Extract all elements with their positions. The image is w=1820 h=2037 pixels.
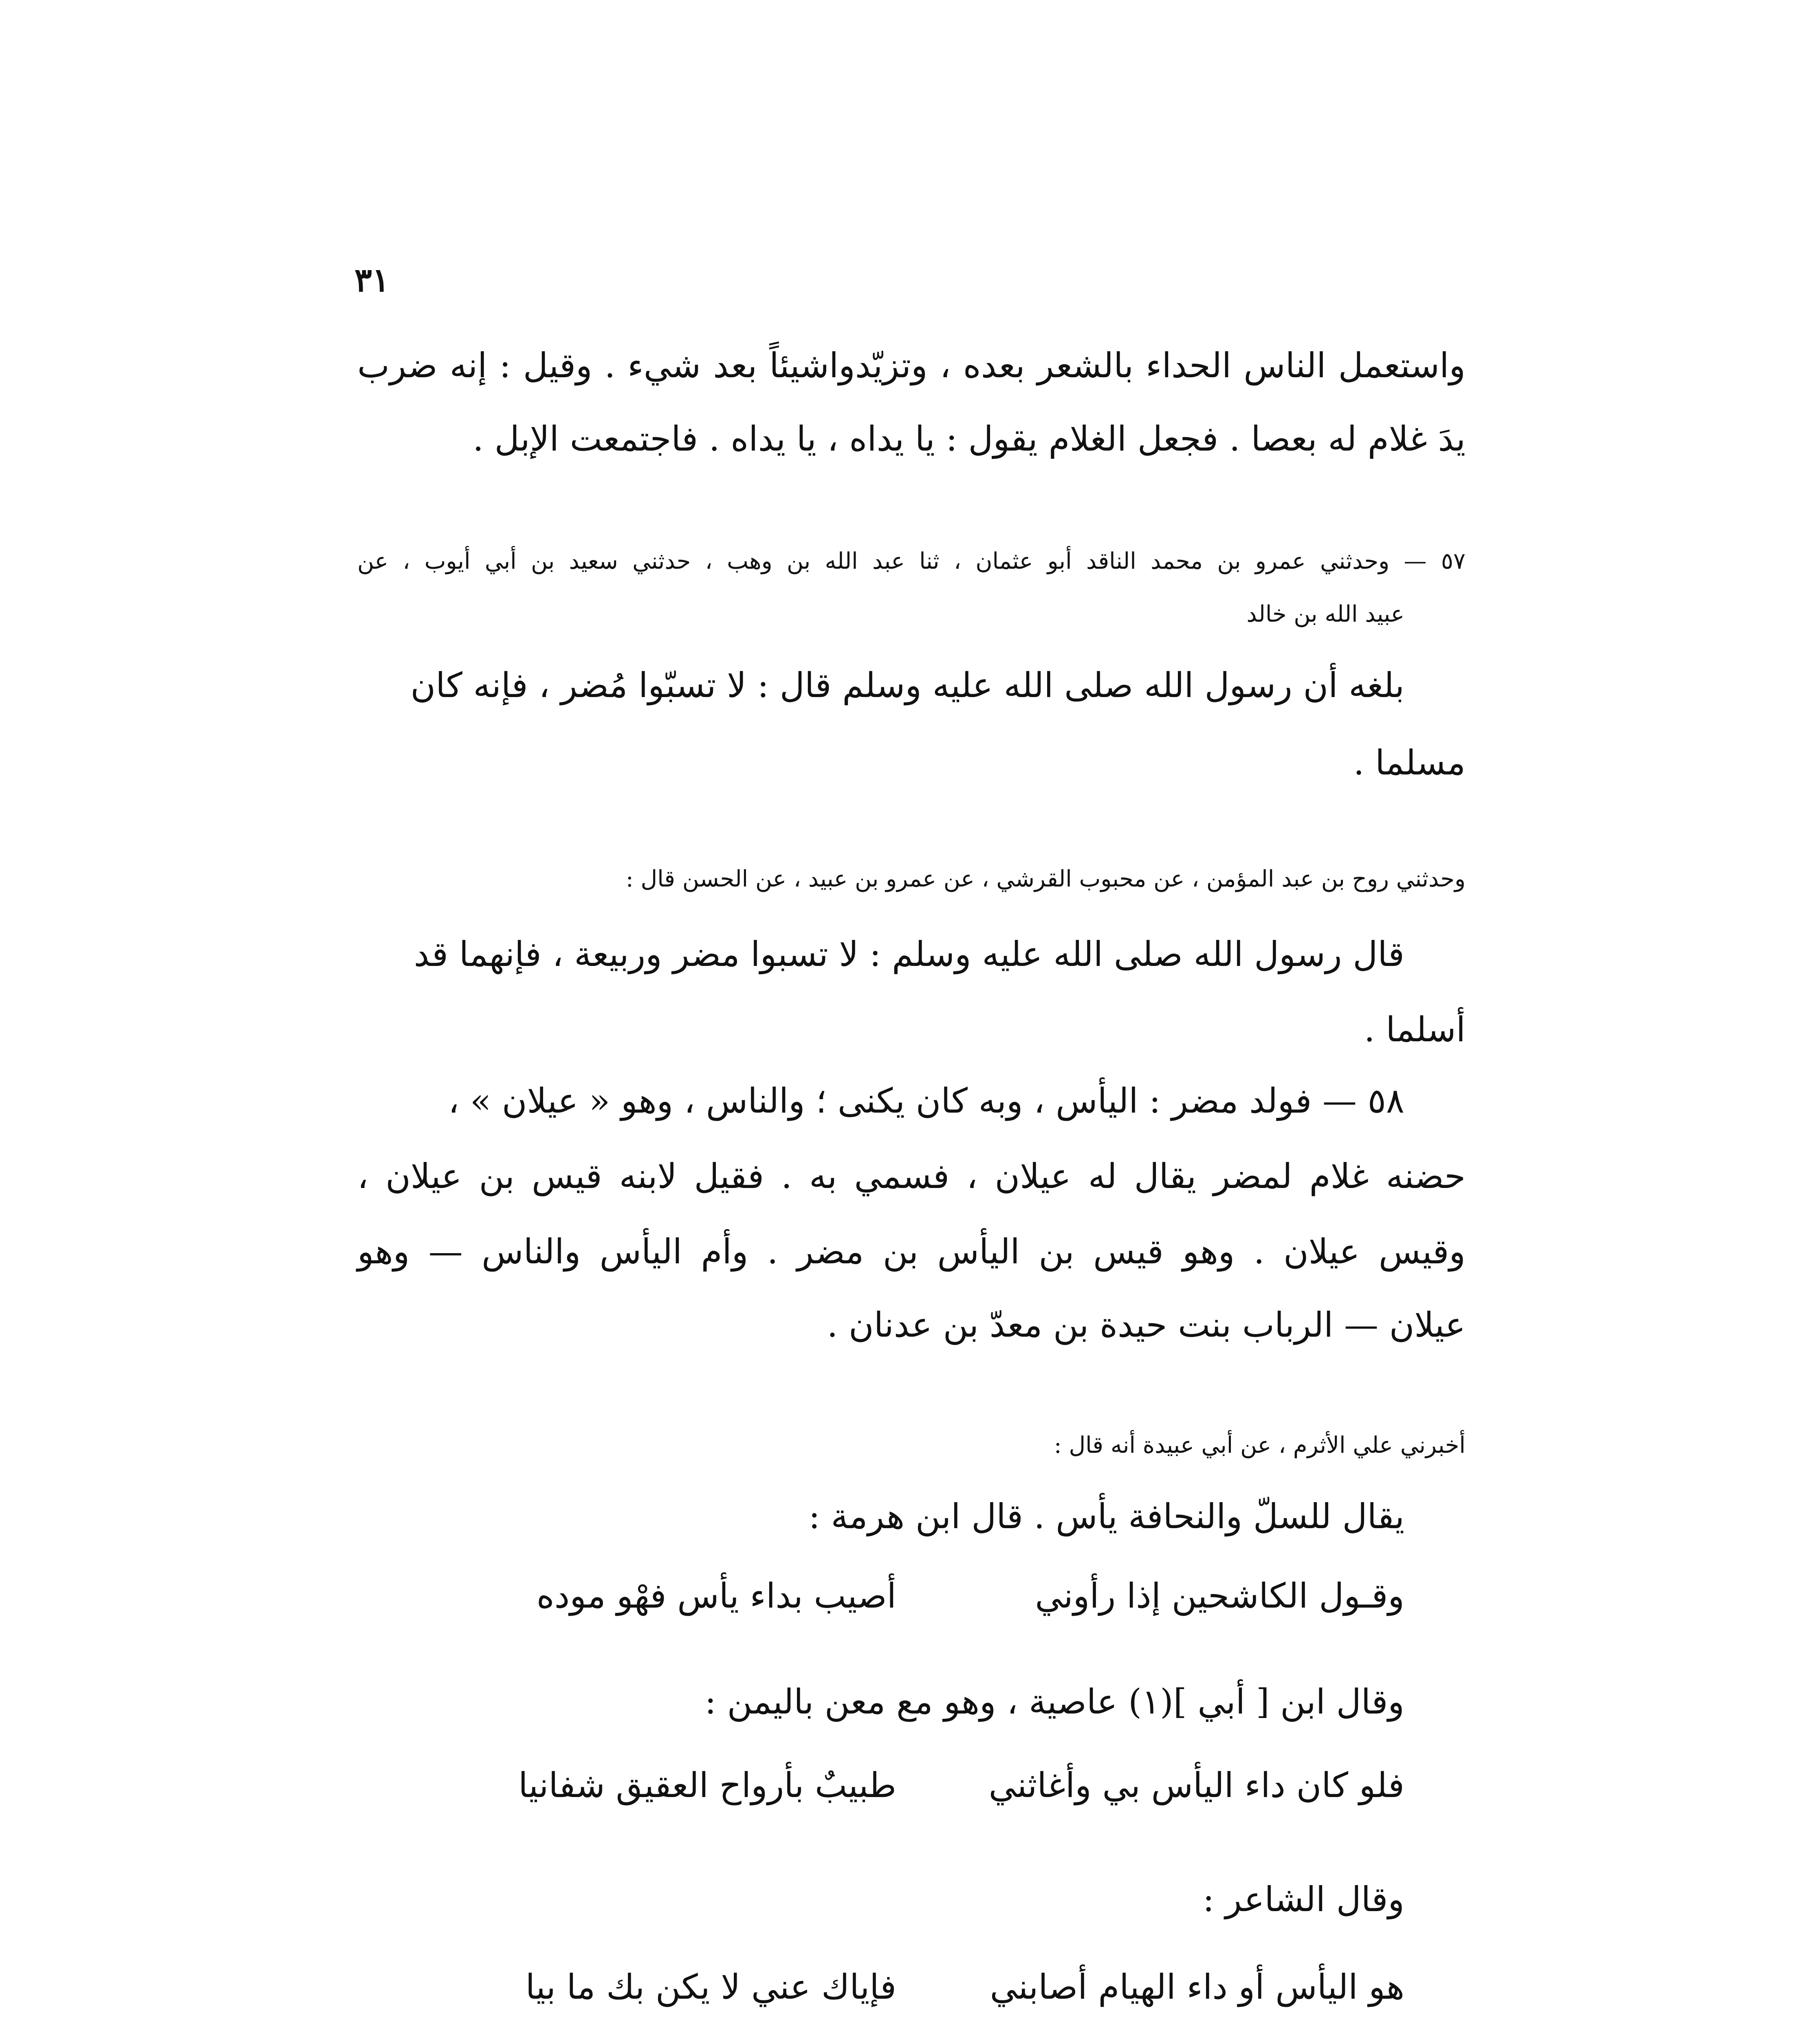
paragraph-line: عيلان — الرباب بنت حيدة بن معدّ بن عدنان . [827,1305,1466,1345]
verse-hemistich: طبيبٌ بأرواح العقيق شفانيا [518,1765,896,1805]
paragraph-line: بلغه أن رسول الله صلى الله عليه وسلم قال : لا تسبّوا مُضر ، فإنه كان [410,665,1404,705]
paragraph-line: أسلما . [1364,1010,1466,1049]
verse-hemistich: وقـول الكاشحين إذا رأوني [1035,1576,1404,1616]
verse-hemistich: هو اليأس أو داء الهيام أصابني [990,1967,1404,2007]
paragraph-line: قال رسول الله صلى الله عليه وسلم : لا تسبوا مضر وربيعة ، فإنهما قد [414,934,1404,974]
paragraph-line: حضنه غلام لمضر يقال له عيلان ، فسمي به . فقيل لابنه قيس بن عيلان ، [357,1156,1466,1196]
verse-hemistich: فإياك عني لا يكن بك ما بيا [525,1967,896,2007]
verse-hemistich: فلو كان داء اليأس بي وأغاثني [988,1765,1404,1805]
isnad-line: وحدثني روح بن عبد المؤمن ، عن محبوب القرشي ، عن عمرو بن عبيد ، عن الحسن قال : [625,866,1466,892]
paragraph-line: واستعمل الناس الحداء بالشعر بعده ، وتزيّدواشيئاً بعد شيء . وقيل : إنه ضرب [357,345,1466,385]
isnad-line: عبيد الله بن خالد [1246,601,1404,627]
paragraph-line: وقال ابن [ أبي ](١) عاصية ، وهو مع معن باليمن : [704,1682,1404,1722]
paragraph-line: وقيس عيلان . وهو قيس بن اليأس بن مضر . وأم اليأس والناس — وهو [357,1232,1466,1271]
paragraph-line: وقال الشاعر : [1203,1879,1404,1919]
paragraph-line: ٥٨ — فولد مضر : اليأس ، وبه كان يكنى ؛ والناس ، وهو « عيلان » ، [448,1081,1404,1121]
paragraph-line: يدَ غلام له بعصا . فجعل الغلام يقول : يا يداه ، يا يداه . فاجتمعت الإبل . [473,419,1466,459]
isnad-line: ٥٧ — وحدثني عمرو بن محمد الناقد أبو عثمان ، ثنا عبد الله بن وهب ، حدثني سعيد بن أبي أيوب ، عن [357,548,1466,574]
paragraph-line: مسلما . [1353,743,1466,783]
paragraph-line: يقال للسلّ والنحافة يأس . قال ابن هرمة : [808,1496,1404,1536]
page-number: ٣١ [354,261,390,299]
isnad-line: أخبرني علي الأثرم ، عن أبي عبيدة أنه قال : [1054,1432,1466,1458]
verse-hemistich: أصيب بداء يأس فهْو موده [536,1576,896,1616]
